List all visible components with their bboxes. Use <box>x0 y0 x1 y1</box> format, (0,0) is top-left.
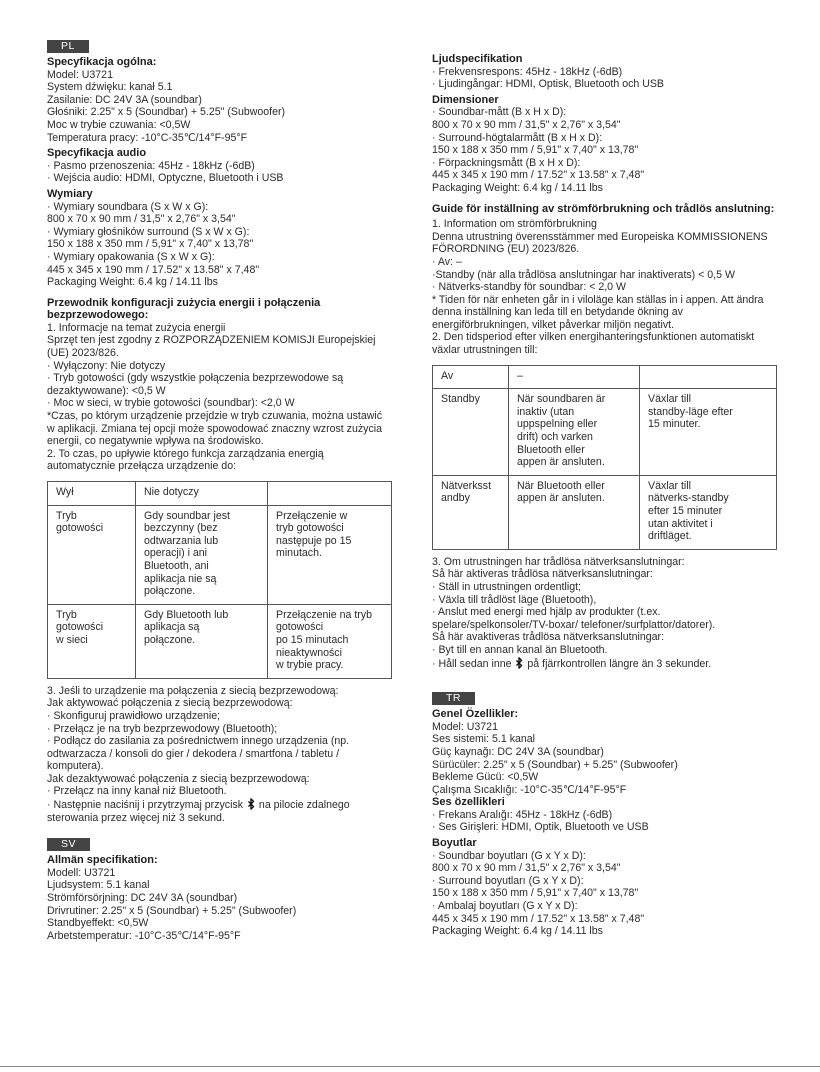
tr-dim-title: Boyutlar <box>432 837 477 850</box>
lang-tag-sv: SV <box>47 838 90 851</box>
page-bottom-rule <box>0 1066 820 1067</box>
tr-audio-lines: · Frekans Aralığı: 45Hz - 18kHz (-6dB) · Ses Girişleri: HDMI, Optik, Bluetooth ve USB <box>432 808 649 834</box>
table-row <box>48 604 392 678</box>
tr-section <box>432 692 777 938</box>
left-column <box>47 40 392 942</box>
pl-remote-instruction <box>47 798 392 824</box>
sv-general-title: Allmän specifikation: <box>47 854 158 867</box>
table-cell: Przełączenie na tryb gotowości po 15 minutach nieaktywności w trybie pracy. <box>268 604 392 678</box>
table-cell: Przełączenie w tryb gotowości następuje po 15 minutach. <box>268 505 392 604</box>
pl-remote-text-b: na pilocie zdalnego sterowania przez więcej niż 3 sekund. <box>47 799 350 824</box>
lang-tag-tr: TR <box>432 692 475 705</box>
table-row <box>48 505 392 604</box>
sv-section <box>47 838 392 942</box>
table-cell: Växlar till standby-läge efter 15 minuter. <box>640 389 777 476</box>
table-cell: Nie dotyczy <box>136 482 268 506</box>
table-cell: När Bluetooth eller appen är ansluten. <box>509 475 640 549</box>
pl-wireless-lines: 3. Jeśli to urządzenie ma połączenia z siecią bezprzewodową: Jak aktywować połączenia z siecią bezprzewodową: · Skonfiguruj prawidłowo urządzenie; · Przełącz je na tryb bezprzewodowy (Bluetooth); · Podłącz do zasilania za pośrednictwem innego urządzenia (np. odtwarzacza / konsoli do gier / dekodera / smartfona / tabletu / komputera). Jak dezaktywować połączenia z siecią bezprzewodową: · Przełącz na inny kanał niż Bluetooth. <box>47 684 350 798</box>
sv-general-lines: Modell: U3721 Ljudsystem: 5.1 kanal Strömförsörjning: DC 24V 3A (soundbar) Drivrutiner: 2.25" x 5 (Soundbar) + 5.25" (Subwoofer) Standbyeffekt: <0,5W Arbetstemperatur: -10°C-35℃/14°F-95°F <box>47 866 297 942</box>
bluetooth-icon <box>514 657 524 669</box>
tr-audio-title: Ses özellikleri <box>432 796 505 809</box>
table-cell: Standby <box>433 389 509 476</box>
table-cell: Gdy soundbar jest bezczynny (bez odtwarzania lub operacji) i ani Bluetooth, ani aplikacja nie są połączone. <box>136 505 268 604</box>
pl-general-title: Specyfikacja ogólna: <box>47 56 157 68</box>
sv-remote-instruction <box>432 657 777 671</box>
table-row <box>433 389 777 476</box>
tr-general-title: Genel Özellikler: <box>432 708 519 721</box>
table-row <box>48 482 392 506</box>
lang-tag-pl: PL <box>47 40 89 53</box>
table-row <box>433 475 777 549</box>
table-cell: Nätverksst andby <box>433 475 509 549</box>
table-cell: Tryb gotowości <box>48 505 136 604</box>
table-cell <box>640 365 777 389</box>
pl-audio-lines: · Pasmo przenoszenia: 45Hz - 18kHz (-6dB) · Wejścia audio: HDMI, Optyczne, Bluetooth i USB <box>47 159 284 185</box>
sv-audio-lines: · Frekvensrespons: 45Hz - 18kHz (-6dB) · Ljudingångar: HDMI, Optisk, Bluetooth och USB <box>432 65 664 91</box>
sv-remote-text-b: på fjärrkontrollen längre än 3 sekunder. <box>524 657 712 670</box>
pl-remote-text-a: · Następnie naciśnij i przytrzymaj przycisk <box>47 799 246 812</box>
sv-audio-title: Ljudspecifikation <box>432 53 523 65</box>
sv-wireless-lines: 3. Om utrustningen har trådlösa nätverksanslutningar: Så här aktiveras trådlösa nätverksanslutningar: · Ställ in utrustningen ordentligt; · Växla till trådlöst läge (Bluetooth), · Anslut med energi med hjälp av produkter (t.ex. spelare/spelkonsoler/TV-boxar/ telefoner/surfplattor/datorer). Så här avaktiveras trådlösa nätverksanslutningar: · Byt till en annan kanal än Bluetooth. <box>432 555 716 656</box>
table-cell: Gdy Bluetooth lub aplikacja są połączone. <box>136 604 268 678</box>
pl-dim-title: Wymiary <box>47 187 93 200</box>
table-row <box>433 365 777 389</box>
pl-guide-lines: 1. Informacje na temat zużycia energii Sprzęt ten jest zgodny z ROZPORZĄDZENIEM KOMISJI Europejskiej (UE) 2023/826. · Wyłączony: Nie dotyczy · Tryb gotowości (gdy wszystkie połączenia bezprzewodowe są dezaktywowane): <0,5 W · Moc w sieci, w trybie gotowości (soundbar): <2,0 W *Czas, po którym urządzenie przejdzie w tryb czuwania, można ustawić w aplikacji. Zmiana tej opcji może spowodować znaczny wzrost zużycia energii, co negatywnie wpływa na środowisko. 2. To czas, po upływie którego funkcja zarządzania energią automatycznie przełącza urządzenie do: <box>47 321 383 473</box>
sv-power-table <box>432 365 777 550</box>
pl-dim-lines: · Wymiary soundbara (S x W x G): 800 x 70 x 90 mm / 31,5" x 2,76" x 3,54" · Wymiary głośników surround (S x W x G): 150 x 188 x 350 mm / 5,91" x 7,40" x 13,78" · Wymiary opakowania (S x W x G): 445 x 345 x 190 mm / 17.52" x 13.58" x 7,48" Packaging Weight: 6.4 kg / 14.11 lbs <box>47 200 260 289</box>
pl-guide-title: Przewodnik konfiguracji zużycia energii i połączenia bezprzewodowego: <box>47 296 321 322</box>
right-column <box>432 53 777 938</box>
sv-dim-lines: · Soundbar-mått (B x H x D): 800 x 70 x 90 mm / 31,5" x 2,76" x 3,54" · Surround-högtalarmått (B x H x D): 150 x 188 x 350 mm / 5,91" x 7,40" x 13,78" · Förpackningsmått (B x H x D): 445 x 345 x 190 mm / 17.52" x 13.58" x 7,48" Packaging Weight: 6.4 kg / 14.11 lbs <box>432 106 645 194</box>
pl-audio-title: Specyfikacja audio <box>47 147 147 160</box>
tr-dim-lines: · Soundbar boyutları (G x Y x D): 800 x 70 x 90 mm / 31,5" x 2,76" x 3,54" · Surround boyutları (G x Y x D): 150 x 188 x 350 mm / 5,91" x 7,40" x 13,78" · Ambalaj boyutları (G x Y x D): 445 x 345 x 190 mm / 17.52" x 13.58" x 7,48" Packaging Weight: 6.4 kg / 14.11 lbs <box>432 849 645 938</box>
table-cell: – <box>509 365 640 389</box>
table-cell: När soundbaren är inaktiv (utan uppspelning eller drift) och varken Bluetooth eller appen är ansluten. <box>509 389 640 476</box>
sv-guide-title: Guide för inställning av strömförbrukning och trådlös anslutning: <box>432 202 775 215</box>
table-cell: Wył <box>48 482 136 506</box>
bluetooth-icon <box>246 798 256 810</box>
sv-guide-lines: 1. Information om strömförbrukning Denna utrustning överensstämmer med Europeiska KOMMISSIONENS FÖRORDNING (EU) 2023/826. · Av: – ·Standby (när alla trådlösa anslutningar har inaktiverats) < 0,5 W · Nätverks-standby för soundbar: < 2,0 W * Tiden för när enheten går in i viloläge kan ställas in i appen. Att ändra denna inställning kan leda till en betydande ökning av energiförbrukningen, vilket påverkar miljön negativt. 2. Den tidsperiod efter vilken energihanteringsfunktionen automatiskt växlar utrustningen till: <box>432 218 768 357</box>
tr-general-lines: Model: U3721 Ses sistemi: 5.1 kanal Güç kaynağı: DC 24V 3A (soundbar) Sürücüler: 2.25" x 5 (Soundbar) + 5.25" (Subwoofer) Bekleme Gücü: <0,5W Çalışma Sıcaklığı: -10°C-35℃/14°F-95°F <box>432 720 678 796</box>
table-cell: Tryb gotowości w sieci <box>48 604 136 678</box>
sv-dim-title: Dimensioner <box>432 93 499 106</box>
sv-remote-text-a: · Håll sedan inne <box>432 657 515 670</box>
table-cell: Av <box>433 365 509 389</box>
table-cell <box>268 482 392 506</box>
pl-general-lines: Model: U3721 System dźwięku: kanał 5.1 Zasilanie: DC 24V 3A (soundbar) Głośniki: 2.25" x 5 (Soundbar) + 5.25" (Subwoofer) Moc w trybie czuwania: <0,5W Temperatura pracy: -10°C-35℃/14°F-95°F <box>47 68 286 144</box>
pl-power-table <box>47 481 392 679</box>
table-cell: Växlar till nätverks-standby efter 15 minuter utan aktivitet i driftläget. <box>640 475 777 549</box>
